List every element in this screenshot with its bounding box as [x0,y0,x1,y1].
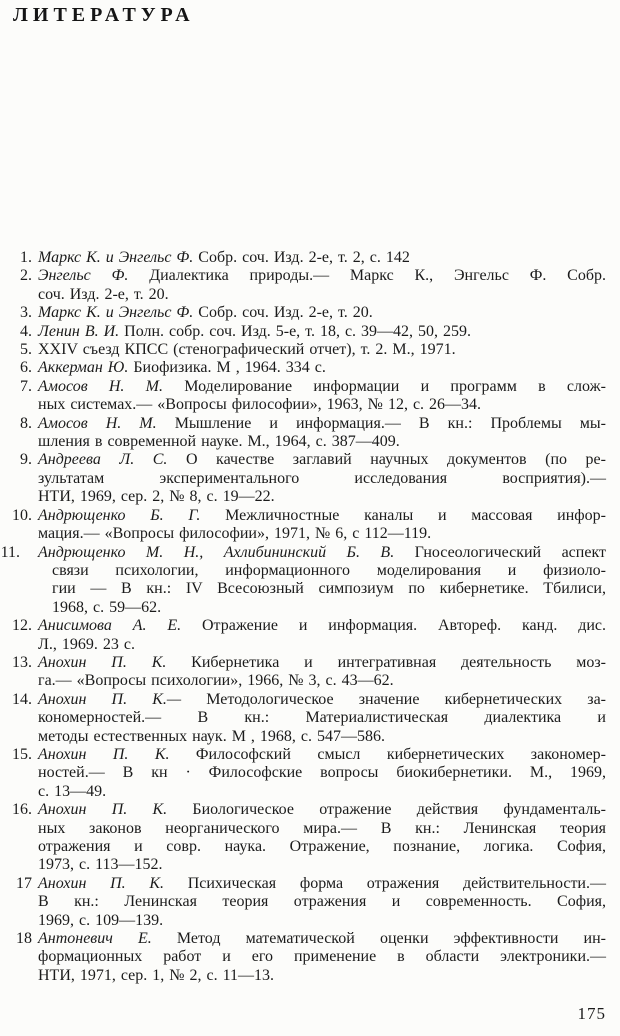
entry-line: ных системах.— «Вопросы философии», 1963, № 12, с. 26—34. [38,396,482,414]
entry-author: Анохин П. К.— [38,690,182,708]
entry-author: Амосов Н. М. [38,377,163,395]
entry-line: Андреева Л. С. О качестве заглавий научных документов (по ре- [38,451,606,469]
entry-body [38,378,606,415]
entry-number: 4. [20,322,32,340]
entry-line: Анохин П. К. Биологическое отражение действия фундаменталь- [38,801,607,819]
page-number: 175 [577,1004,606,1023]
bibliography-entry [0,451,606,506]
entry-line: гии — В кн.: IV Всесоюзный симпозиум по кибернетике. Тбилиси, [52,580,606,598]
entry-line: 1973, с. 113—152. [38,856,163,874]
entry-body [38,415,606,452]
entry-line: Ленин В. И. Полн. собр. соч. Изд. 5-е, т. 18, с. 39—42, 50, 259. [38,322,472,340]
bibliography-entry [0,323,606,341]
bibliography-entry [0,544,606,618]
entry-line: Амосов Н. М. Моделирование информации и программ в слож- [38,377,606,395]
entry-line: связи психологии, информационного моделирования и физиоло- [52,561,606,579]
entry-line: 1969, с. 109—139. [38,911,164,929]
bibliography-entry [0,415,606,452]
entry-author: Ленин В. И. [38,322,120,340]
entry-author: Анохин П. К. [38,745,170,763]
entry-line: Анохин П. К.— Методологическое значение кибернетических за- [38,690,607,708]
entry-body [38,930,606,985]
entry-body [38,507,606,544]
entry-body [38,267,606,304]
entry-body [38,451,606,506]
entry-line: шления в современной науке. М., 1964, с. 387—409. [38,433,400,451]
bibliography-entry [0,691,606,746]
entry-author: Андрющенко Б. Г. [38,506,201,524]
entry-number: 2. [20,267,32,285]
bibliography-entry [0,378,606,415]
entry-line: методы естественных наук. М , 1968, с. 547—586. [38,727,386,745]
bibliography-entry [0,930,606,985]
entry-line: Аккерман Ю. Биофизика. М , 1964. 334 с. [38,359,326,377]
entry-line: ных законов неорганического мира.— В кн.: Ленинская теория [38,819,606,837]
entry-line: соч. Изд. 2-е, т. 20. [38,285,169,303]
bibliography-entry [0,341,606,359]
entry-line: Антоневич Е. Метод математической оценки эффективности ин- [38,930,607,948]
bibliography-entry [0,801,606,875]
entry-line: 1968, с. 59—62. [52,598,162,616]
bibliography-entry [0,507,606,544]
entry-author: Маркс К. и Энгельс Ф. [38,304,194,322]
entry-author: Амосов Н. М. [38,414,157,432]
entry-number: 15. [12,745,32,763]
entry-body [38,801,606,875]
entry-author: Андрющенко М. Н., Ахлибининский Б. В. [38,543,395,561]
entry-body [38,341,606,359]
entry-number: 6. [20,359,32,377]
entry-author: Анохин П. К. [38,801,168,819]
bibliography-entry [0,267,606,304]
entry-line: Амосов Н. М. Мышление и информация.— В кн.: Проблемы мы- [38,414,607,432]
bibliography-entry [0,746,606,801]
entry-line: XXIV съезд КПСС (стенографический отчет), т. 2. М., 1971. [38,341,456,359]
bibliography-list [0,249,606,985]
bibliography-entry [0,654,606,691]
entry-author: Анохин П. К. [38,874,165,892]
entry-author: Аккерман Ю. [38,359,129,377]
entry-number: 13. [12,653,32,671]
entry-body [38,654,606,691]
entry-author: Андреева Л. С. [38,451,168,469]
entry-line: Андрющенко Б. Г. Межличностные каналы и массовая инфор- [38,506,607,524]
entry-line: Л., 1969. 23 с. [38,635,135,653]
entry-number: 12. [12,617,32,635]
entry-author: Маркс К. и Энгельс Ф. [38,249,194,266]
entry-author: Энгельс Ф. [38,267,129,285]
entry-line: Маркс К. и Энгельс Ф. Собр. соч. Изд. 2-е, т. 20. [38,304,373,322]
entry-line: Маркс К. и Энгельс Ф. Собр. соч. Изд. 2-е, т. 2, с. 142 [38,249,410,266]
bibliography-entry [0,359,606,377]
entry-line: мация.— «Вопросы философии», 1971, № 6, с 112—119. [38,525,432,543]
entry-line: НТИ, 1971, сер. 1, № 2, с. 11—13. [38,966,275,984]
entry-number: 14. [12,690,32,708]
entry-number: 17 [16,874,32,892]
entry-body [38,304,606,322]
entry-line: отражения и совр. наука. Отражение, познание, логика. София, [38,838,606,855]
entry-number: 8. [20,414,32,432]
entry-body [38,875,606,930]
entry-line: ностей.— В кн · Философские вопросы биокибернетики. М., 1969, [38,764,606,782]
entry-line: Анисимова А. Е. Отражение и информация. Автореф. канд. дис. [38,617,606,635]
entry-number: 11. [0,543,20,561]
entry-number: 9. [20,451,32,469]
bibliography-entry [0,249,606,267]
entry-body [38,691,606,746]
bibliography-entry [0,875,606,930]
entry-body [38,323,606,341]
entry-number: 3. [20,304,32,322]
entry-line: Анохин П. К. Философский смысл кибернетических закономер- [38,745,607,763]
entry-body [38,249,606,267]
entry-line: Анохин П. К. Психическая форма отражения действительности.— [38,874,606,892]
entry-number: 16. [12,801,32,819]
entry-line: В кн.: Ленинская теория отражения и современность. София, [38,893,606,911]
entry-number: 1. [20,249,32,266]
entry-line: с. 13—49. [38,782,107,800]
bibliography-entry [0,304,606,322]
entry-author: Анохин П. К. [38,653,167,671]
entry-number: 10. [12,506,32,524]
entry-body [38,617,606,654]
entry-line: зультатам экспериментального исследования восприятия).— [38,469,606,487]
entry-number: 5. [20,341,32,359]
entry-line: НТИ, 1969, сер. 2, № 8, с. 19—22. [38,488,275,506]
entry-number: 18 [16,930,32,948]
entry-author: Антоневич Е. [38,930,152,948]
entry-line: формационных работ и его применение в области электроники.— [38,948,606,966]
entry-line: кономерностей.— В кн.: Материалистическая диалектика и [38,709,606,727]
entry-body [38,544,606,618]
page-title: ЛИТЕРАТУРА [13,4,195,26]
entry-line: Андрющенко М. Н., Ахлибининский Б. В. Гносеологический аспект [38,543,606,561]
entry-number: 7. [20,377,32,395]
entry-line: Энгельс Ф. Диалектика природы.— Маркс К., Энгельс Ф. Собр. [38,267,606,285]
entry-body [38,359,606,377]
entry-line: га.— «Вопросы психологии», 1966, № 3, с. 43—62. [38,672,394,690]
bibliography-entry [0,617,606,654]
entry-author: Анисимова А. Е. [38,617,182,635]
entry-body [38,746,606,801]
entry-line: Анохин П. К. Кибернетика и интегративная деятельность моз- [38,653,606,671]
